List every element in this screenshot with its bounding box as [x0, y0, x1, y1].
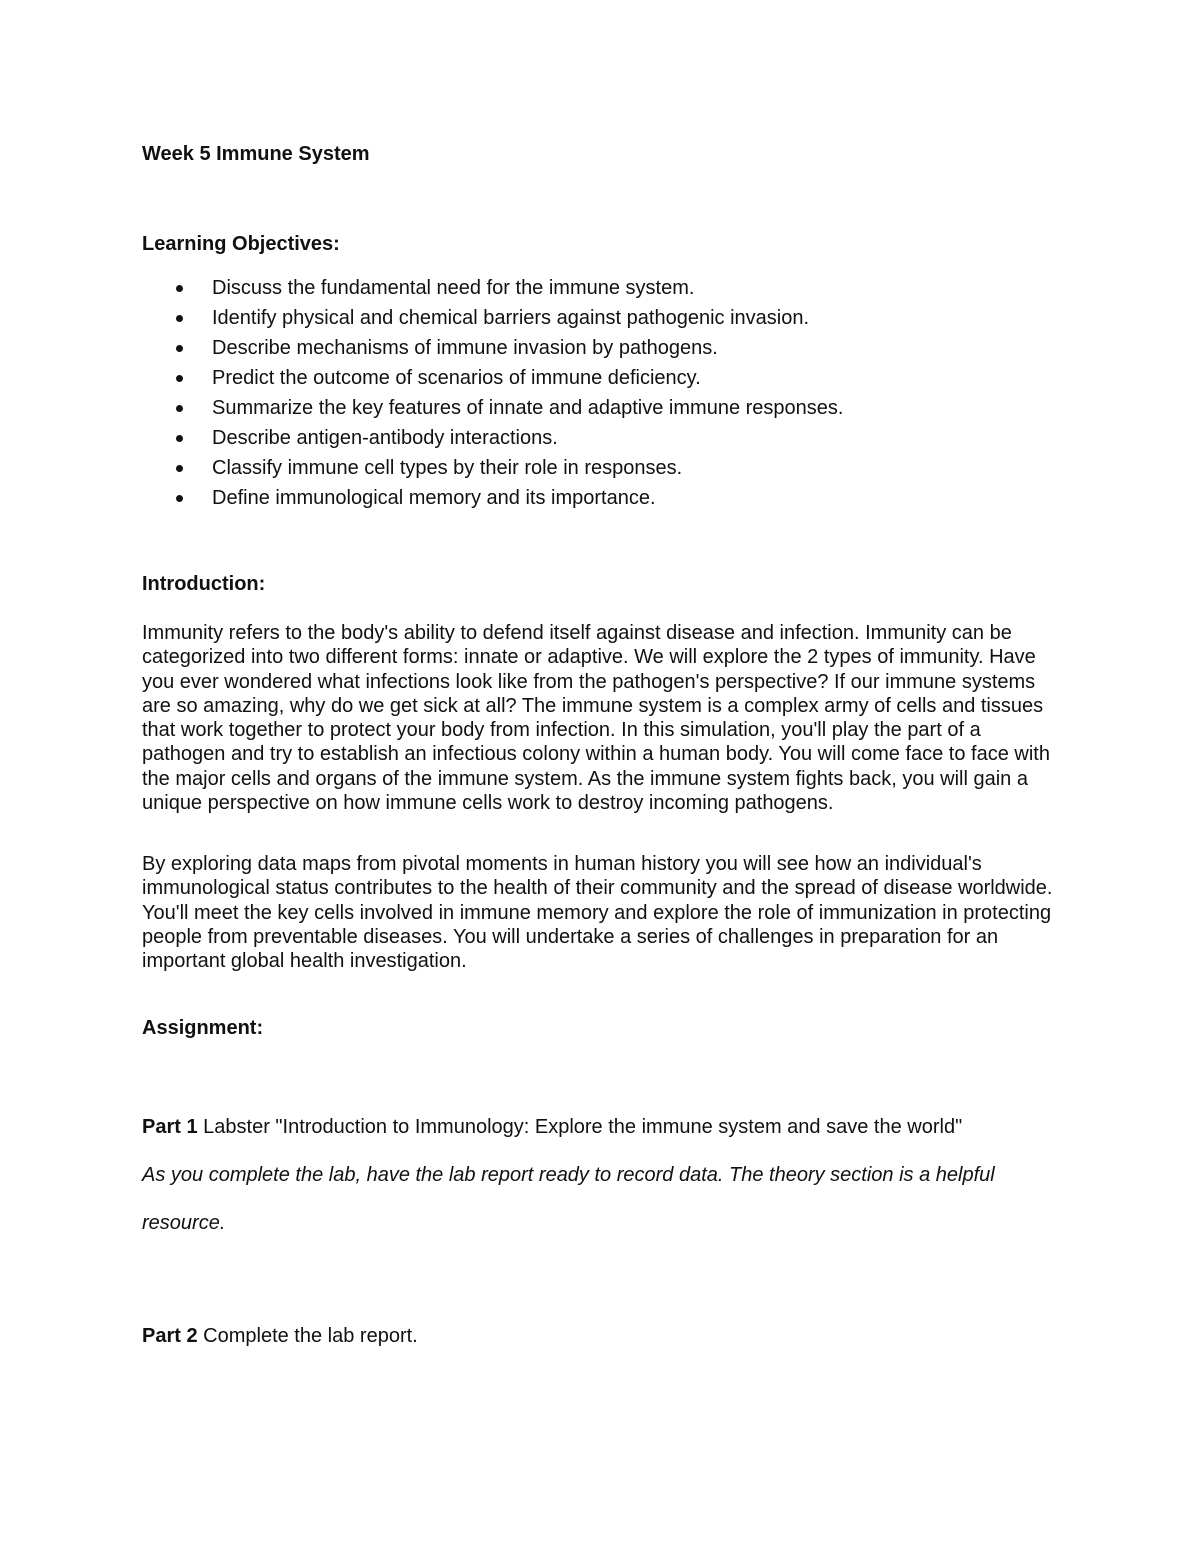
part-2 [142, 1323, 418, 1349]
bullet-icon [176, 315, 183, 322]
list-item: Discuss the fundamental need for the immune system. [142, 273, 843, 303]
part-1-label: Part 1 [142, 1116, 198, 1138]
objectives-heading: Learning Objectives: [142, 233, 340, 255]
list-item: Predict the outcome of scenarios of immune deficiency. [142, 363, 843, 393]
part-1-note: As you complete the lab, have the lab report ready to record data. The theory section is a helpful resource. [142, 1164, 995, 1234]
list-item: Identify physical and chemical barriers against pathogenic invasion. [142, 303, 843, 333]
introduction-paragraph-1: Immunity refers to the body's ability to defend itself against disease and infection. Immunity can be categorized into two different forms: innate or adaptive. We will explore the 2 types of immunity. Have you ever wondered what infections look like from the pathogen's perspective? If our immune systems are so amazing, why do we get sick at all? The immune system is a complex army of cells and tissues that work together to protect your body from infection. In this simulation, you'll play the part of a pathogen and try to establish an infectious colony within a human body. You will come face to face with the major cells and organs of the immune system. As the immune system fights back, you will gain a unique perspective on how immune cells work to destroy incoming pathogens. [142, 622, 1050, 815]
part-1-text: Labster "Introduction to Immunology: Explore the immune system and save the world" [197, 1116, 963, 1138]
bullet-icon [176, 345, 183, 352]
list-item: Describe mechanisms of immune invasion by pathogens. [142, 333, 843, 363]
bullet-icon [176, 465, 183, 472]
bullet-icon [176, 495, 183, 502]
list-item: Summarize the key features of innate and adaptive immune responses. [142, 393, 843, 423]
bullet-icon [176, 405, 183, 412]
assignment-heading: Assignment: [142, 1017, 264, 1039]
document-title: Week 5 Immune System [142, 143, 370, 165]
list-item: Describe antigen-antibody interactions. [142, 423, 843, 453]
bullet-icon [176, 285, 183, 292]
introduction-heading: Introduction: [142, 573, 266, 595]
introduction-paragraph-2: By exploring data maps from pivotal moments in human history you will see how an individual's immunological status contributes to the health of their community and the spread of disease worldwide. You'll meet the key cells involved in immune memory and explore the role of immunization in protecting people from preventable diseases. You will undertake a series of challenges in preparation for an important global health investigation. [142, 853, 1053, 973]
list-item: Classify immune cell types by their role in responses. [142, 453, 843, 483]
part-2-text: Complete the lab report. [197, 1325, 418, 1347]
bullet-icon [176, 435, 183, 442]
objectives-list [142, 273, 843, 513]
part-1 [142, 1114, 962, 1140]
bullet-icon [176, 375, 183, 382]
part-2-label: Part 2 [142, 1325, 198, 1347]
list-item: Define immunological memory and its importance. [142, 483, 843, 513]
